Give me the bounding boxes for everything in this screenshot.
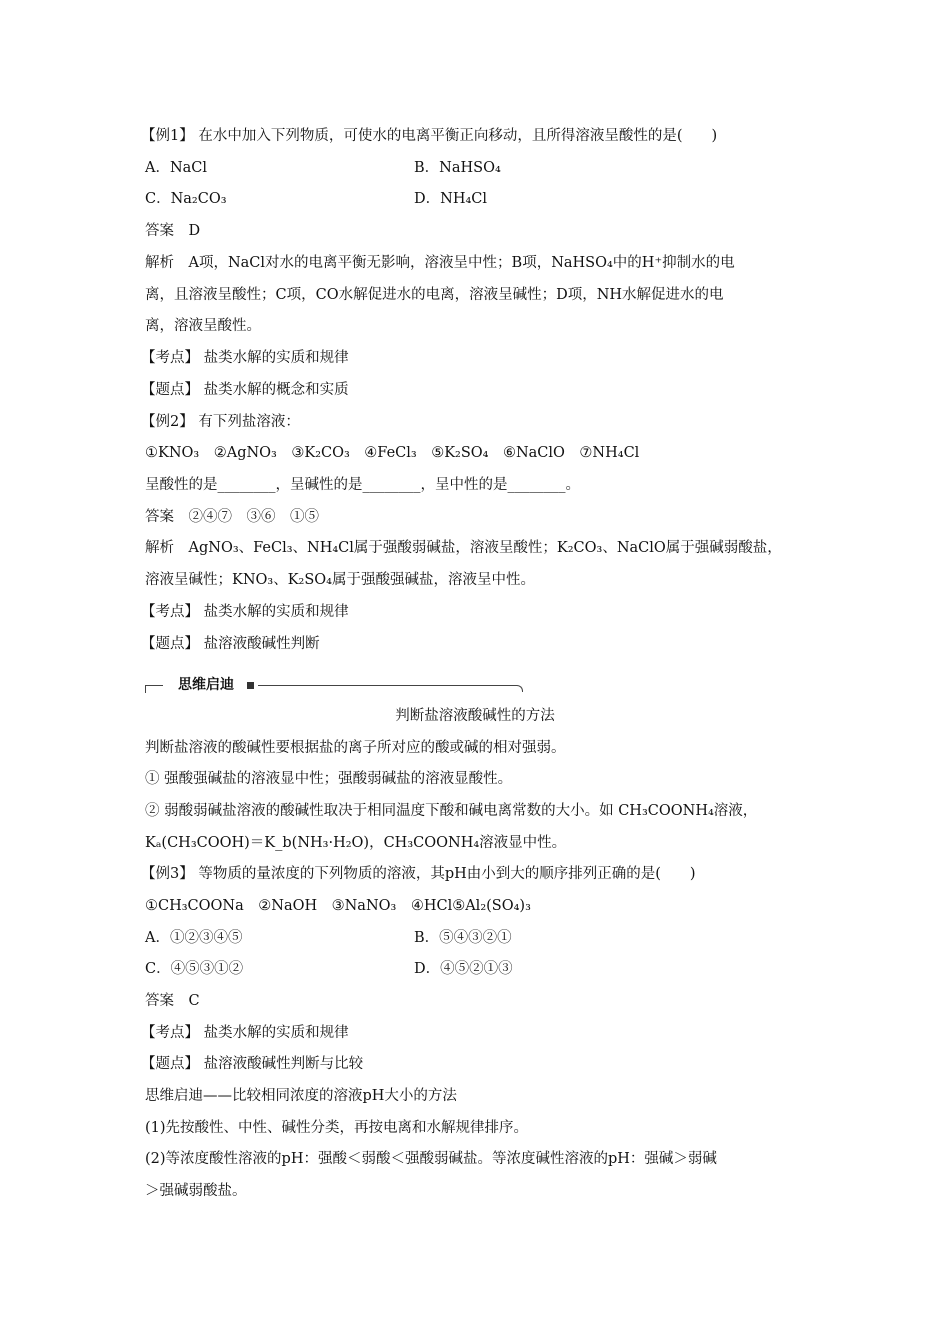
example-3-kaodian: 【考点】 盐类水解的实质和规律	[141, 1025, 349, 1041]
example-1-kaodian: 【考点】 盐类水解的实质和规律	[141, 350, 349, 366]
example-1-answer: 答案 D	[145, 223, 201, 239]
tip2-line-2: (2)等浓度酸性溶液的pH：强酸＜弱酸＜强酸弱碱盐。等浓度碱性溶液的pH：强碱＞弱碱	[145, 1151, 717, 1167]
example-2-answer: 答案 ②④⑦ ③⑥ ①⑤	[145, 509, 319, 525]
tip-line-3: ② 弱酸弱碱盐溶液的酸碱性取决于相同温度下酸和碱电离常数的大小。如 CH₃COONH₄溶液，	[145, 803, 758, 819]
tip-line-2: ① 强酸强碱盐的溶液显中性；强酸弱碱盐的溶液显酸性。	[145, 771, 513, 787]
example-3-option-b: B．⑤④③②①	[414, 930, 512, 946]
tip2-title: 思维启迪——比较相同浓度的溶液pH大小的方法	[145, 1088, 457, 1104]
example-3-substance-list: ①CH₃COONa ②NaOH ③NaNO₃ ④HCl⑤Al₂(SO₄)₃	[145, 898, 531, 914]
example-1-option-c: C．Na₂CO₃	[145, 191, 227, 207]
example-1-analysis-line-3: 离，溶液呈酸性。	[145, 318, 261, 334]
example-2-question: 【例2】 有下列盐溶液：	[141, 414, 300, 430]
tip-rule-hook	[145, 685, 146, 693]
tip-label: 思维启迪	[175, 674, 237, 694]
tip-line-1: 判断盐溶液的酸碱性要根据盐的离子所对应的酸或碱的相对强弱。	[145, 740, 566, 756]
example-1-tidian: 【题点】 盐类水解的概念和实质	[141, 382, 349, 398]
example-2-salt-list: ①KNO₃ ②AgNO₃ ③K₂CO₃ ④FeCl₃ ⑤K₂SO₄ ⑥NaClO ⑦NH₄Cl	[145, 445, 640, 461]
example-2-kaodian: 【考点】 盐类水解的实质和规律	[141, 604, 349, 620]
example-1-analysis-line-2: 离，且溶液呈酸性；C项，CO水解促进水的电离，溶液呈碱性；D项，NH水解促进水的电	[145, 287, 724, 303]
example-3-option-c: C．④⑤③①②	[145, 961, 244, 977]
tip2-line-3: ＞强碱弱酸盐。	[145, 1183, 247, 1199]
tip2-line-1: (1)先按酸性、中性、碱性分类，再按电离和水解规律排序。	[145, 1120, 529, 1136]
example-1-option-b: B．NaHSO₄	[414, 160, 501, 176]
tip-rule-right	[258, 685, 523, 692]
example-1-option-a: A．NaCl	[145, 160, 208, 176]
example-2-analysis-line-1: 解析 AgNO₃、FeCl₃、NH₄Cl属于强酸弱碱盐，溶液呈酸性；K₂CO₃、NaClO属于强碱弱酸盐，	[145, 540, 782, 556]
example-3-option-a: A．①②③④⑤	[145, 930, 243, 946]
tip-line-4: Kₐ(CH₃COOH)＝K_b(NH₃·H₂O)，CH₃COONH₄溶液显中性。	[145, 835, 567, 851]
example-3-question: 【例3】 等物质的量浓度的下列物质的溶液，其pH由小到大的顺序排列正确的是( )	[141, 866, 696, 882]
thinking-tip-header	[145, 677, 523, 691]
example-1-analysis-line-1: 解析 A项，NaCl对水的电离平衡无影响，溶液呈中性；B项，NaHSO₄中的H⁺抑制水的电	[145, 255, 735, 271]
example-2-blanks: 呈酸性的是________，呈碱性的是________，呈中性的是________。	[145, 477, 580, 493]
example-3-tidian: 【题点】 盐溶液酸碱性判断与比较	[141, 1056, 364, 1072]
example-1-question: 【例1】 在水中加入下列物质，可使水的电离平衡正向移动，且所得溶液呈酸性的是( )	[141, 128, 718, 144]
example-1-option-d: D．NH₄Cl	[414, 191, 488, 207]
tip-square-bullet-icon	[247, 682, 254, 689]
tip-rule-left	[145, 685, 163, 686]
tip-title: 判断盐溶液酸碱性的方法	[395, 708, 555, 724]
example-2-tidian: 【题点】 盐溶液酸碱性判断	[141, 636, 320, 652]
example-3-answer: 答案 C	[145, 993, 200, 1009]
example-2-analysis-line-2: 溶液呈碱性；KNO₃、K₂SO₄属于强酸强碱盐，溶液呈中性。	[145, 572, 535, 588]
example-3-option-d: D．④⑤②①③	[414, 961, 513, 977]
